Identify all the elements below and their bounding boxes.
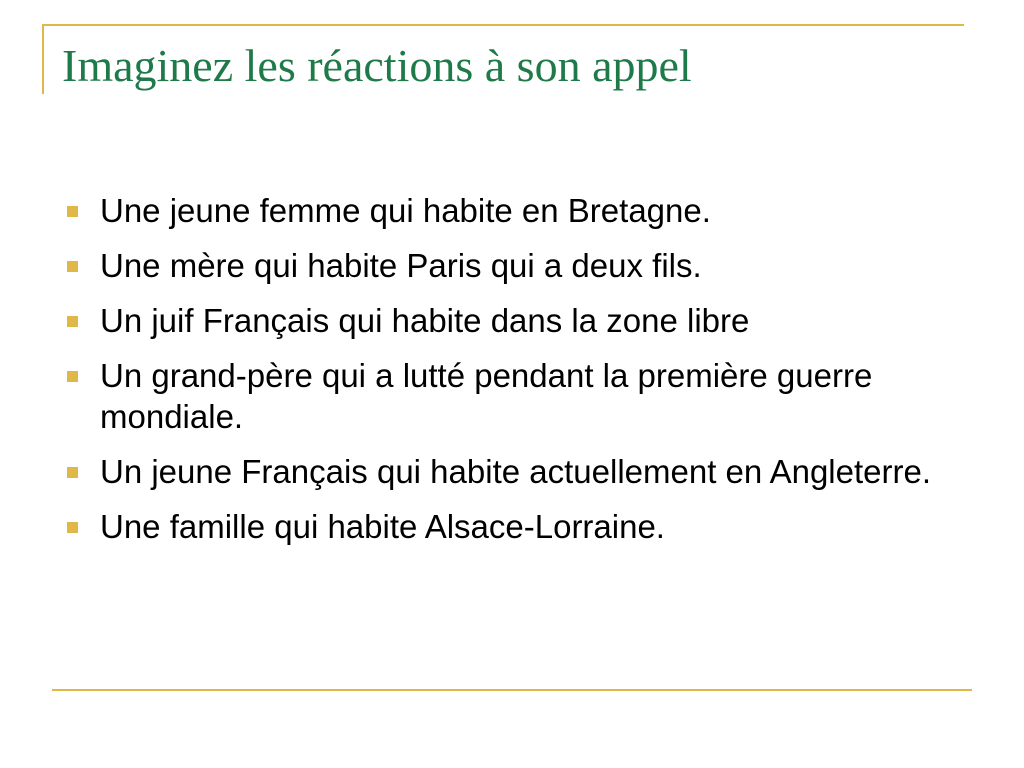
square-bullet-icon (67, 316, 78, 327)
square-bullet-icon (67, 467, 78, 478)
top-rule-line (42, 24, 964, 26)
bullet-item (100, 506, 980, 547)
bullet-item (100, 300, 980, 341)
bullet-text: Un grand-père qui a lutté pendant la première guerre mondiale. (100, 357, 873, 435)
square-bullet-icon (67, 522, 78, 533)
bullet-text: Un jeune Français qui habite actuellement en Angleterre. (100, 453, 932, 490)
bullet-text: Une famille qui habite Alsace-Lorraine. (100, 508, 665, 545)
bullet-item (100, 355, 980, 437)
bullet-item (100, 190, 980, 231)
left-rule-line (42, 24, 44, 94)
square-bullet-icon (67, 371, 78, 382)
slide-title: Imaginez les réactions à son appel (62, 40, 692, 91)
bullet-item (100, 245, 980, 286)
bullet-text: Une mère qui habite Paris qui a deux fils. (100, 247, 702, 284)
bullet-text: Un juif Français qui habite dans la zone libre (100, 302, 750, 339)
bullet-list (100, 190, 980, 561)
bullet-text: Une jeune femme qui habite en Bretagne. (100, 192, 711, 229)
bullet-item (100, 451, 980, 492)
square-bullet-icon (67, 206, 78, 217)
square-bullet-icon (67, 261, 78, 272)
bottom-rule-line (52, 689, 972, 691)
